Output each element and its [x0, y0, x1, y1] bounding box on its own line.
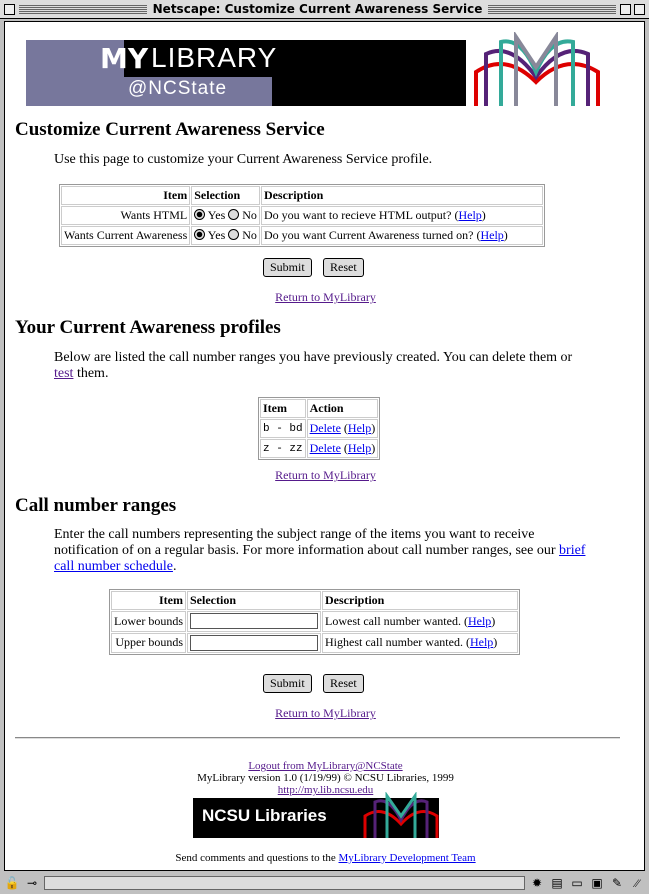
wants-ca-no-radio[interactable] [228, 229, 239, 240]
mail-icon[interactable]: ▤ [551, 876, 563, 890]
library-book-logo-icon [361, 792, 441, 838]
section-heading: Call number ranges [15, 495, 177, 516]
composer-icon[interactable]: ✎ [611, 876, 623, 890]
divider [15, 737, 620, 739]
window-title: Netscape: Customize Current Awareness Service [152, 2, 483, 16]
discussions-icon[interactable]: ▭ [571, 876, 583, 890]
table-row: Wants Current Awareness Yes No Do you want Current Awareness turned on? (Help) [61, 226, 543, 245]
settings-table: Item Selection Description Wants HTML Yes No Do you want to recieve HTML output? (Help) Wants Current Awareness Yes No Do you want Current Awareness turned on? (Help) [59, 184, 545, 247]
page-title: Customize Current Awareness Service [15, 119, 325, 140]
delete-link[interactable]: Delete [309, 421, 341, 435]
page-content: MY LIBRARY @NCState Customize Current Awareness Service Use this page to customize your Current Awareness Service profile. Item Selection Description Wants HTML Yes No Do you want to recieve HTML output? (Help) Wants Current Awareness Yes No Do you want Current Awareness turned on? (Help) Submit Reset Return to MyLibrary Your Current Awareness profiles Below are listed the call number ranges you have previously created. You can delete them or test them. Item Action b - bd Delete (Help) z - zz Delete (Help) Return to MyLibrary Call number ranges Enter the call numbers representing the subject range of the items you want to receive notification of on a regular basis. For more information about call number ranges, see our brief call number schedule. Item Selection Description Lower bounds Lowest call number wanted. (Help) Upper bounds Highest call number wanted. (Help) Submit Reset Return to MyLibrary Logout from MyLibrary@NCState MyLibrary version 1.0 (1/19/99) © NCSU Libraries, 1999 http://my.lib.ncsu.edu NCSU Libraries Send comments and questions to the MyLibrary Development Team [4, 21, 645, 871]
collapse-box[interactable] [634, 4, 645, 15]
help-link[interactable]: Help [480, 228, 504, 242]
table-row: Wants HTML Yes No Do you want to recieve HTML output? (Help) [61, 206, 543, 225]
help-link[interactable]: Help [347, 441, 372, 455]
return-link[interactable]: Return to MyLibrary [275, 468, 376, 482]
table-row: Lower bounds Lowest call number wanted. (Help) [111, 611, 518, 632]
return-link[interactable]: Return to MyLibrary [275, 706, 376, 720]
dev-team-link[interactable]: MyLibrary Development Team [338, 852, 476, 864]
navigator-icon[interactable]: ✹ [531, 876, 543, 890]
help-link[interactable]: Help [347, 421, 372, 435]
resize-grip-icon[interactable]: ⁄⁄ [634, 876, 639, 890]
close-box[interactable] [4, 4, 15, 15]
wants-ca-yes-radio[interactable] [194, 229, 205, 240]
wants-html-yes-radio[interactable] [194, 209, 205, 220]
ncsu-libraries-logo: NCSU Libraries [193, 798, 439, 838]
connection-plug-icon: ⊸ [26, 876, 38, 890]
library-book-logo-icon [466, 32, 608, 106]
table-row: z - zz Delete (Help) [260, 439, 378, 458]
submit-button[interactable]: Submit [263, 674, 312, 693]
ranges-table: Item Selection Description Lower bounds Lowest call number wanted. (Help) Upper bounds Highest call number wanted. (Help) [109, 589, 520, 655]
homepage-link[interactable]: http://my.lib.ncsu.edu [277, 784, 374, 796]
address-book-icon[interactable]: ▣ [591, 876, 603, 890]
call-number-schedule-link[interactable]: brief call number schedule [54, 543, 586, 574]
logout-link[interactable]: Logout from MyLibrary@NCState [248, 760, 403, 772]
lower-bounds-input[interactable] [190, 613, 318, 629]
table-row: b - bd Delete (Help) [260, 419, 378, 438]
table-row: Upper bounds Highest call number wanted. (Help) [111, 633, 518, 654]
security-lock-icon[interactable]: 🔓 [4, 876, 20, 890]
help-link[interactable]: Help [469, 635, 494, 650]
return-link[interactable]: Return to MyLibrary [275, 290, 376, 304]
title-bar [0, 0, 649, 19]
section-heading: Your Current Awareness profiles [15, 317, 281, 338]
mylibrary-banner: MY LIBRARY @NCState [26, 40, 608, 106]
submit-button[interactable]: Submit [263, 258, 312, 277]
reset-button[interactable]: Reset [323, 258, 364, 277]
reset-button[interactable]: Reset [323, 674, 364, 693]
help-link[interactable]: Help [458, 208, 482, 222]
profiles-table: Item Action b - bd Delete (Help) z - zz Delete (Help) [258, 397, 380, 460]
wants-html-no-radio[interactable] [228, 209, 239, 220]
status-bar [0, 872, 649, 894]
delete-link[interactable]: Delete [309, 441, 341, 455]
status-field [44, 876, 525, 890]
upper-bounds-input[interactable] [190, 635, 318, 651]
help-link[interactable]: Help [467, 613, 492, 628]
zoom-box[interactable] [620, 4, 631, 15]
test-link[interactable]: test [54, 366, 74, 381]
